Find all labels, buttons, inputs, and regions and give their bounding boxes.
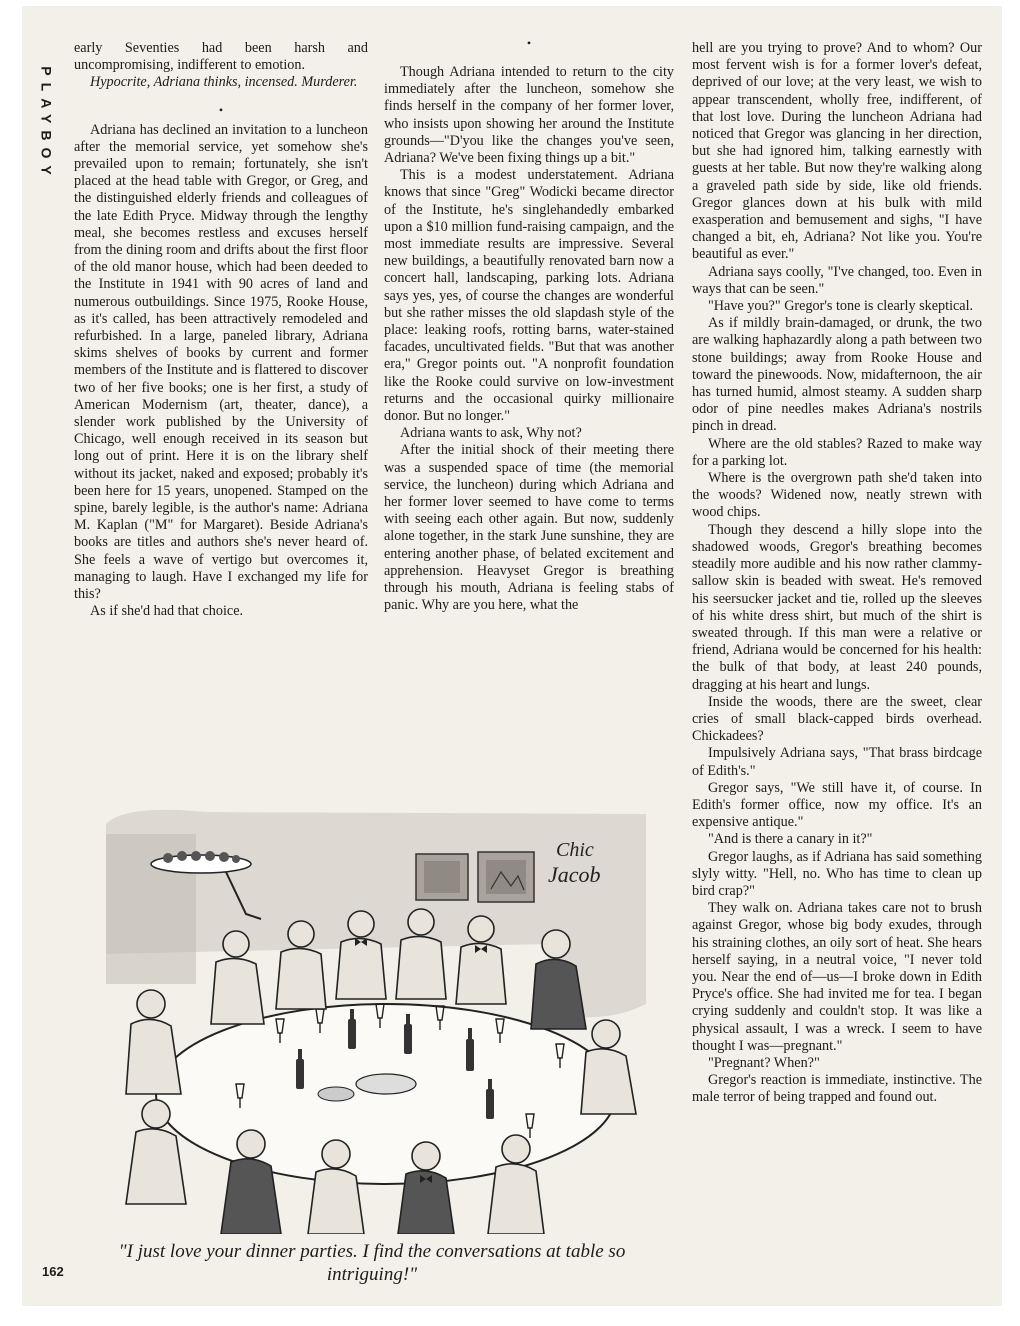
paragraph: "Pregnant? When?" <box>708 1054 820 1071</box>
paragraph: After the initial shock of their meeting there was a suspended space of time (the memorial service, the luncheon) during which Adriana and her former lover seemed to have come to terms with seeing each other again. But now, suddenly alone together, in the stark June sunshine, they are entering another phase, of belated excitement and apprehension. Heavyset Gregor is breathing through his mouth, Adriana is feeling stabs of panic. Why are you here, what the <box>384 442 674 614</box>
cartoon-caption: "I just love your dinner parties. I find the conversations at table so intriguing!" <box>118 1241 626 1285</box>
paragraph: Where are the old stables? Razed to make way for a parking lot. <box>692 435 982 469</box>
artist-signature-line2: Jacob <box>548 862 601 887</box>
paragraph-italic-lead: hell are you trying to prove? And to whom? Our most fervent wish is for a former lover's defeat, deprived of our love; at the very least, we wish to appear transcendent, wholly free, indifferent, of that lost love. During the luncheon Adriana had noticed that Gregor was glancing in her direction, but she had ignored him, talking earnestly with guests at her table. But now they're walking along a graveled path side by side, like old friends. Gregor glances down at his bulk with mild exasperation and bemusement and sighs, "I have changed a bit, eh, Adriana? Not like you. You're beautiful as ever." <box>692 40 982 263</box>
paragraph: Though Adriana intended to return to the city immediately after the luncheon, somehow she finds herself in the company of her former lover, who insists upon showing her around the Institute grounds—"D'you like the changes you've seen, Adriana? We've been fixing things up a bit." <box>384 64 674 167</box>
text-column-3 <box>692 40 982 1107</box>
text-column-2 <box>384 64 674 615</box>
paragraph: Though they descend a hilly slope into the shadowed woods, Gregor's breathing becomes steadily more audible and his now rather clammy-sallow skin is beaded with sweat. He's removed his seersucker jacket and tie, rolled up the sleeves of his white dress shirt, but much of the shirt is sweated through. If this man were a relative or friend, Adriana would be concerned for his health: the bulk of that body, at least 240 pounds, dragging at his heart and lungs. <box>692 521 982 693</box>
paragraph: "And is there a canary in it?" <box>708 831 873 848</box>
paragraph: Where is the overgrown path she'd taken into the woods? Widened now, neatly strewn with wood chips. <box>692 470 982 521</box>
paragraph: Adriana says coolly, "I've changed, too. Even in ways that can be seen." <box>692 263 982 297</box>
page-number: 162 <box>42 1264 64 1279</box>
artist-signature-line1: Chic <box>556 839 594 861</box>
paragraph: As if she'd had that choice. <box>90 603 244 620</box>
paragraph: "Have you?" Gregor's tone is clearly skeptical. <box>708 298 974 315</box>
section-bullet: • <box>526 36 532 50</box>
masthead-vertical <box>32 44 62 204</box>
paragraph: Impulsively Adriana says, "That brass birdcage of Edith's." <box>692 745 982 779</box>
dinner-party-cartoon <box>86 794 661 1234</box>
text-column-1 <box>74 40 368 621</box>
paragraph: Adriana wants to ask, Why not? <box>400 425 582 442</box>
masthead-text: PLAYBOY <box>39 66 56 182</box>
paragraph: Adriana has declined an invitation to a luncheon after the memorial service, yet somehow she's prevailed upon to remain; fortunately, she isn't placed at the head table with Gregor, or Greg, and the distinguished elderly friends and colleagues of the late Edith Pryce. Midway through the lengthy meal, she becomes restless and excuses herself from the dining room and drifts about the first floor of the old manor house, which had been deeded to the Institute in 1941 with 90 acres of land and numerous outbuildings. Since 1975, Rooke House, as it's called, has been attractively remodeled and refurbished. In a large, paneled library, Adriana skims shelves of books by current and former members of the Institute and is flattered to discover two of her five books; one is her first, a study of American Modernism (art, theater, dance), a slender work published by the University of Chicago, well enough received in its season but long out of print. Here it is on the library shelf without its jacket, naked and exposed; probably it's been here for 15 years, unopened. Stamped on the spine, barely legible, is the author's name: Adriana M. Kaplan ("M" for Margaret). Beside Adriana's books are titles and authors she's never heard of. She feels a wave of vertigo but overcomes it, managing to laugh. Have I exchanged my life for this? <box>74 121 368 603</box>
paragraph: As if mildly brain-damaged, or drunk, the two are walking haphazardly along a path between two stone buildings; away from Rooke House and toward the pinewoods. Now, midafternoon, the air has turned humid, almost steamy. A sudden sharp odor of pine needles makes Adriana's nostrils pinch in dread. <box>692 315 982 435</box>
paragraph: Inside the woods, there are the sweet, clear cries of small black-capped birds overhead. Chickadees? <box>692 693 982 745</box>
paragraph: Gregor says, "We still have it, of course. In Edith's former office, now my office. It's an expensive antique." <box>692 779 982 831</box>
paragraph: Gregor's reaction is immediate, instinctive. The male terror of being trapped and found out. <box>692 1072 982 1106</box>
paragraph: They walk on. Adriana takes care not to brush against Gregor, whose big body exudes, through his straining clothes, an oily sort of heat. She hears herself saying, in a neutral voice, "I never told you. Near the end of—us—I broke down in Edith Pryce's office. She had invited me for tea. I began crying suddenly and couldn't stop. It was like a physical assault, I was a wreck. I seem to have thought I was—pregnant." <box>692 900 982 1054</box>
paragraph: Gregor laughs, as if Adriana has said something slyly witty. "Hell, no. Who has time to clean up bird crap?" <box>692 848 982 899</box>
magazine-page <box>22 6 1002 1306</box>
paragraph: This is a modest understatement. Adriana knows that since "Greg" Wodicki became director of the Institute, he's singlehandedly embarked upon a $10 million fund-raising campaign, and the most immediate results are impressive. Several new buildings, a beautifully renovated barn now a concert hall, landscaping, parking lots. Adriana says yes, yes, of course the changes are wonderful but she rather misses the old slapdash style of the place: leaking roofs, rotting barns, water-stained facades, uncultivated fields. "But that was another era," Gregor points out. "A nonprofit foundation like the Rooke could survive on low-investment returns and the occasional quirky millionaire donor. But no longer." <box>384 167 674 425</box>
section-bullet: • <box>218 102 224 117</box>
paragraph: early Seventies had been harsh and uncompromising, indifferent to emotion. <box>74 40 368 74</box>
paragraph-italic: Hypocrite, Adriana thinks, incensed. Murderer. <box>90 74 358 91</box>
